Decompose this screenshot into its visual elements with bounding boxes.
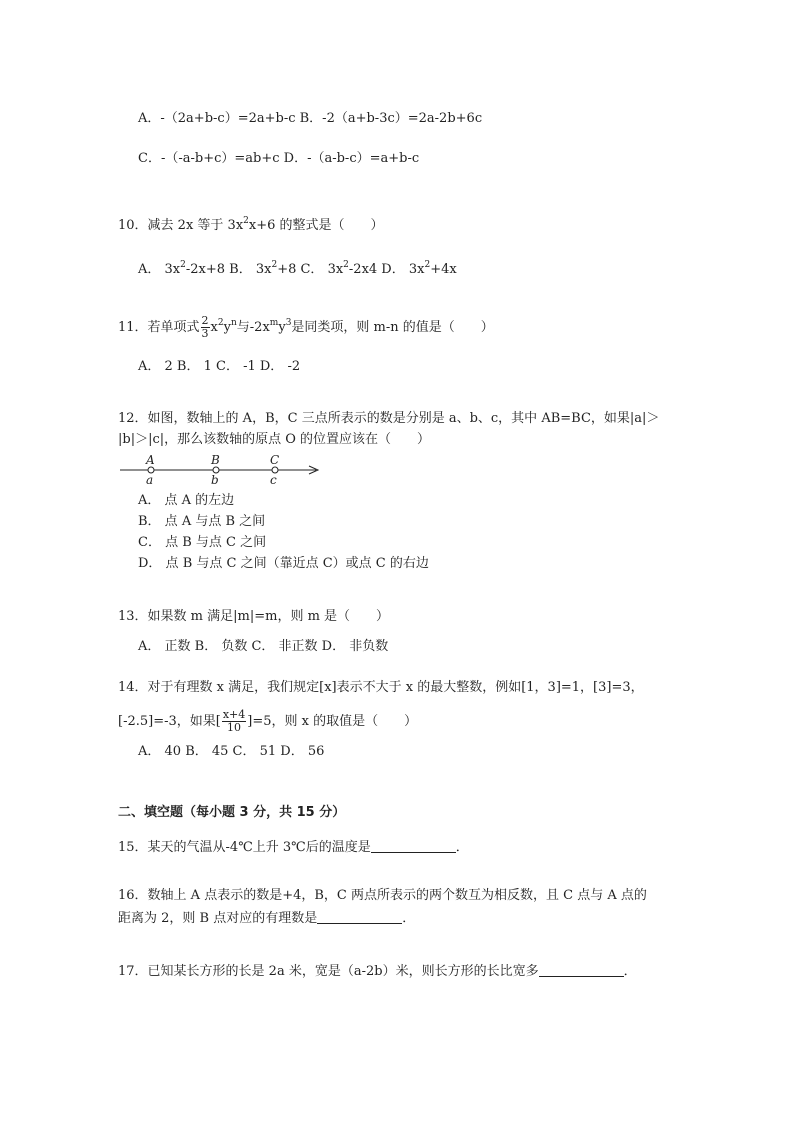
q9-option-row-1: A．-（2a+b-c）=2a+b-c B．-2（a+b-3c）=2a-2b+6c	[138, 111, 483, 126]
q17-stem: 17．已知某长方形的长是 2a 米，宽是（a-2b）米，则长方形的长比宽多 ．	[118, 964, 637, 979]
q14-options: A． 40 B． 45 C． 51 D． 56	[138, 744, 325, 759]
point-c-lower-label: c	[270, 473, 277, 487]
q12-option-d: D． 点 B 与点 C 之间（靠近点 C）或点 C 的右边	[138, 556, 429, 571]
q13-stem: 13．如果数 m 满足|m|=m，则 m 是（ ）	[118, 609, 390, 624]
q16-stem-line-1: 16．数轴上 A 点表示的数是+4，B，C 两点所表示的两个数互为相反数，且 C 点与 A 点的	[118, 888, 647, 903]
q14-stem-line-1: 14．对于有理数 x 满足，我们规定[x]表示不大于 x 的最大整数，例如[1，3]=1，[3]=3，	[118, 680, 644, 695]
q14-stem-line-2: [-2.5]=-3，如果[ $\frac{x+4}{10}$ ]=5，则 x 的取值是（ ）	[118, 708, 418, 734]
q15-stem: 15．某天的气温从-4℃上升 3℃后的温度是 ．	[118, 840, 469, 855]
point-b-lower-label: b	[211, 473, 219, 487]
q12-option-b: B． 点 A 与点 B 之间	[138, 514, 266, 529]
q12-number-line-diagram	[118, 452, 328, 488]
q9-option-row-2: C．-（-a-b+c）=ab+c D．-（a-b-c）=a+b-c	[138, 151, 420, 166]
q12-stem-line-2: |b|＞|c|，那么该数轴的原点 O 的位置应该在（ ）	[118, 432, 431, 447]
q11-fraction: $\frac{2}{3}$	[201, 314, 209, 340]
q10-stem: 10．减去 2x 等于 $3x^2x+6$ 的整式是（ ）	[118, 216, 384, 233]
point-c-upper-label: C	[270, 453, 280, 467]
q10-options: A． $3x^2-2x+8$ B． $3x^2+8$ C． $3x^2-2x4$ D． $3x^2+4x$	[138, 260, 457, 277]
q14-fraction: $\frac{x+4}{10}$	[222, 708, 246, 734]
q16-stem-line-2: 距离为 2，则 B 点对应的有理数是 ．	[118, 911, 416, 926]
q17-answer-blank[interactable]	[539, 962, 624, 977]
section-2-heading: 二、填空题（每小题 3 分，共 15 分）	[118, 805, 346, 820]
q12-stem-line-1: 12．如图，数轴上的 A，B，C 三点所表示的数是分别是 a、b、c，其中 AB=BC，如果|a|＞	[118, 411, 660, 426]
q12-option-c: C． 点 B 与点 C 之间	[138, 535, 267, 550]
q11-stem: 11．若单项式 $\frac{2}{3}$ $x^2y^n$与$-2x^my^3$是同类项，则 m-n 的值是（ ）	[118, 314, 494, 340]
q11-options: A． 2 B． 1 C． -1 D． -2	[138, 359, 301, 374]
q13-options: A． 正数 B． 负数 C． 非正数 D． 非负数	[138, 639, 389, 654]
point-b-upper-label: B	[211, 453, 220, 467]
point-a-lower-label: a	[146, 473, 154, 487]
point-a-upper-label: A	[146, 453, 155, 467]
q12-option-a: A． 点 A 的左边	[138, 493, 235, 508]
q16-answer-blank[interactable]	[317, 909, 402, 924]
q15-answer-blank[interactable]	[371, 838, 456, 853]
